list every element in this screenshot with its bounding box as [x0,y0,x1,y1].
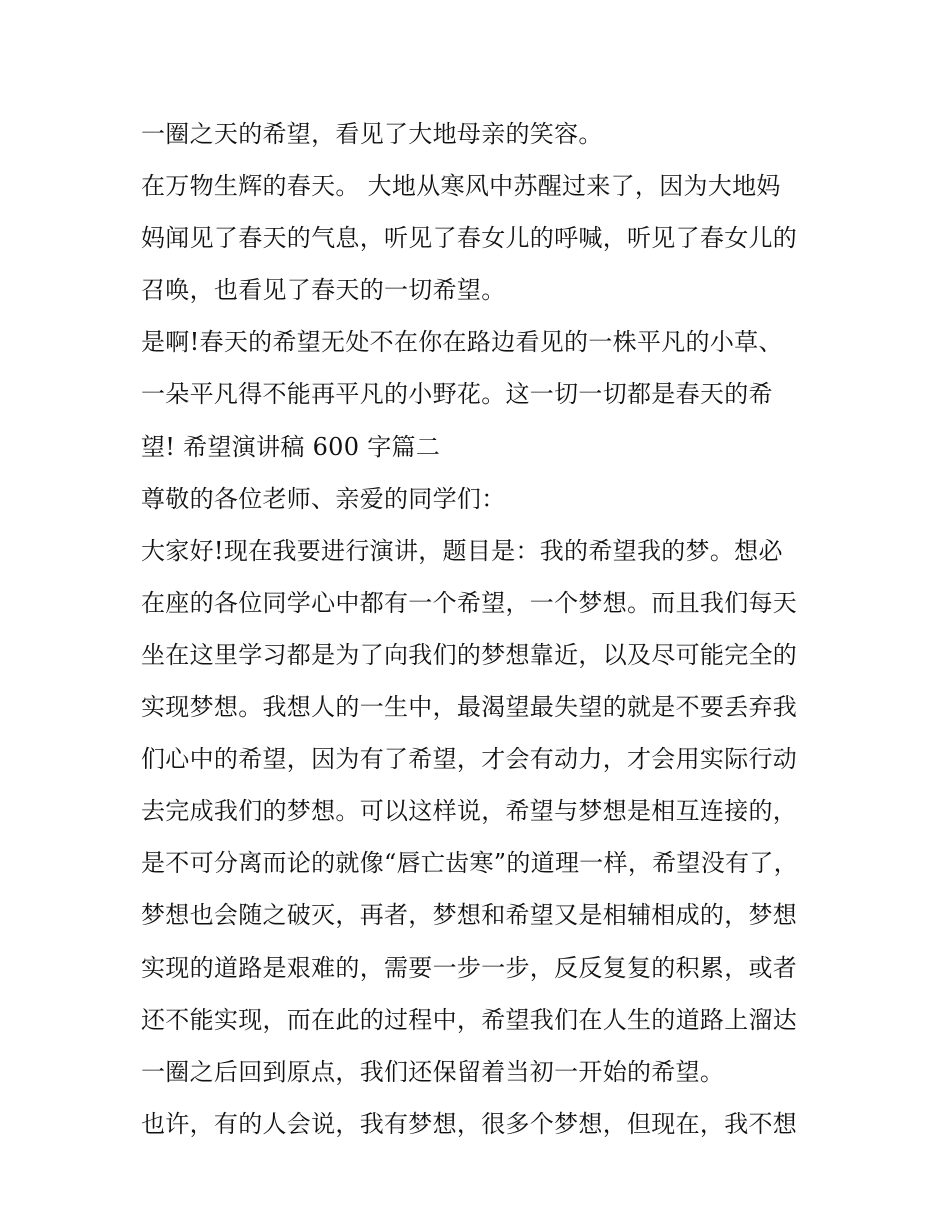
text-line: 在万物生辉的春天。 大地从寒风中苏醒过来了，因为大地妈 [141,172,781,201]
text-line: 是不可分离而论的就像“唇亡齿寒”的道理一样，希望没有了， [141,849,798,878]
text-line: 一圈之后回到原点，我们还保留着当初一开始的希望。 [141,1057,725,1086]
text-line: 召唤，也看见了春天的一切希望。 [141,276,506,305]
text-line: 一朵平凡得不能再平凡的小野花。这一切一切都是春天的希 [141,380,773,409]
text-line: 也许，有的人会说，我有梦想，很多个梦想，但现在，我不想 [141,1109,798,1138]
document-body [141,108,821,1150]
text-line: 大家好!现在我要进行演讲，题目是：我的希望我的梦。想必 [141,536,783,565]
text-line: 是啊!春天的希望无处不在你在路边看见的一株平凡的小草、 [141,328,783,357]
text-line: 在座的各位同学心中都有一个希望，一个梦想。而且我们每天 [141,588,798,617]
text-line: 望! 希望演讲稿 600 字篇二 [141,432,441,461]
text-line: 一圈之天的希望，看见了大地母亲的笑容。 [141,120,603,148]
text-line: 妈闻见了春天的气息，听见了春女儿的呼喊，听见了春女儿的 [141,224,798,253]
text-line: 去完成我们的梦想。可以这样说，希望与梦想是相互连接的， [141,797,798,826]
text-line: 们心中的希望，因为有了希望，才会有动力，才会用实际行动 [141,745,798,774]
text-line: 实现梦想。我想人的一生中，最渴望最失望的就是不要丢弃我 [141,693,798,722]
text-line: 实现的道路是艰难的，需要一步一步，反反复复的积累，或者 [141,953,798,982]
text-line: 坐在这里学习都是为了向我们的梦想靠近，以及尽可能完全的 [141,640,798,669]
text-line: 还不能实现，而在此的过程中，希望我们在人生的道路上溜达 [141,1005,798,1034]
text-line: 尊敬的各位老师、亲爱的同学们： [141,484,506,513]
text-line: 梦想也会随之破灭，再者，梦想和希望又是相辅相成的，梦想 [141,901,798,930]
